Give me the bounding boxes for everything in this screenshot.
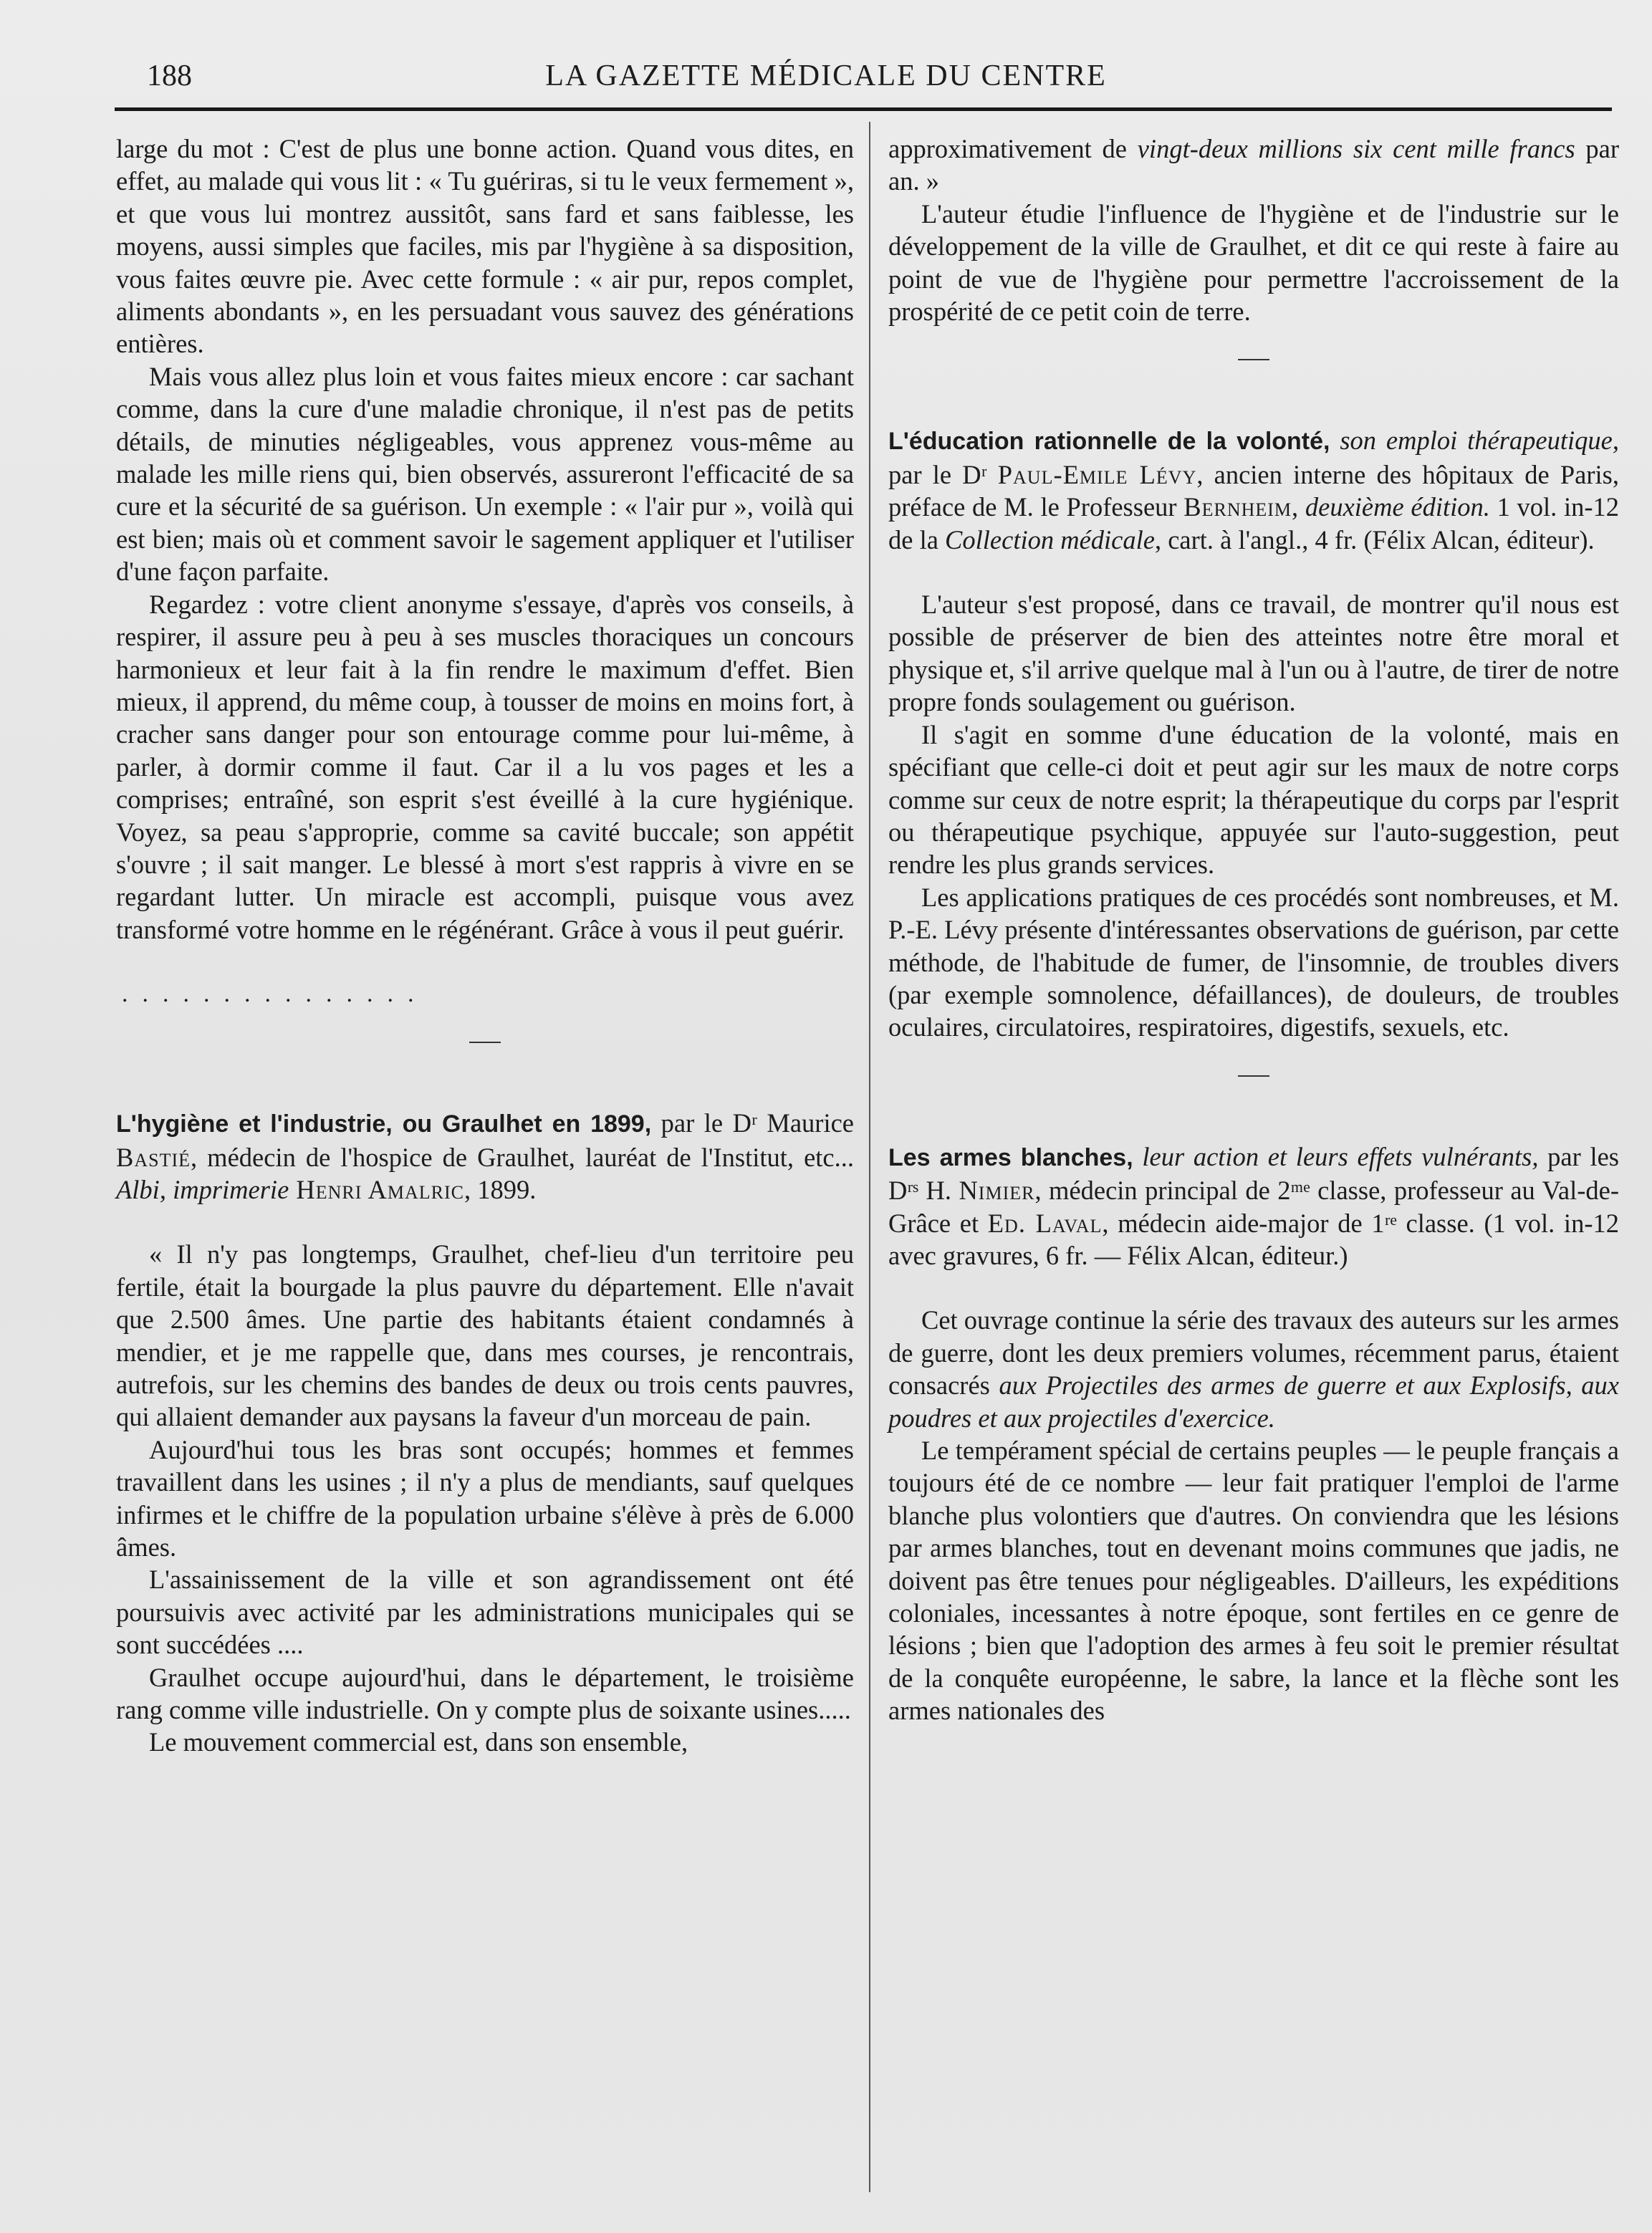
review-title: Les armes blanches, [888,1143,1133,1171]
italic-run: vingt-deux millions six cent mille francs [1137,134,1575,163]
review-year: , 1899. [464,1174,537,1204]
running-header [0,57,1652,100]
review-collection: Collection médicale [945,524,1155,554]
paragraph: large du mot : C'est de plus une bonne action. Quand vous dites, en effet, au malade qui vous lit : « Tu guériras, si tu le veux fermement », et que vous lui montrez aussitôt, sans fard et sans faiblesse, les moyens, aussi simples que faciles, mis par l'hygiène à sa disposition, vous faites œuvre pie. Avec cette formule : « air pur, repos complet, aliments abondants », en les persuadant vous sauvez des générations entières. [116,134,854,359]
text-run: , [1292,492,1305,522]
review-byline: par le Dʳ Maurice [651,1108,855,1138]
paragraph: Le tempérament spécial de certains peuples — le peuple français a toujours été de ce nombre — leur fait pratiquer l'emploi de l'arme blanche plus volontiers que d'autres. On conviendra que les lésions par armes blanches, tout en devenant moins communes que jadis, ne doivent pas être tenues pour négligeables. D'ailleurs, les expéditions coloniales, incessantes à notre époque, sont fertiles en ce genre de lésions ; bien que l'adoption des armes à feu soit le premier résultat de la conquête européenne, le sabre, la lance et la flèche sont les armes nationales des [888,1436,1619,1726]
review-byline: par le Dʳ [888,459,998,489]
section-separator [1238,1075,1269,1077]
text-run: par an. » [888,134,1619,196]
paragraph: Regardez : votre client anonyme s'essaye, d'après vos conseils, à respirer, il assure peu à peu à ses muscles thoraciques un concours harmonieux et leur fait à la fin rendre le maximum d'effet. Bien mieux, il apprend, du même coup, à tousser de moins en moins fort, à cracher sans danger pour son entourage comme pour lui-même, à parler, à dormir comme il faut. Car il a lu vos pages et les a comprises; entraîné, son esprit s'est éveillé à la cure hygiénique. Voyez, sa peau s'approprie, comme sa cavité buccale; son appétit s'ouvre ; il sait manger. Le blessé à mort s'est rappris à vivre en se regardant lutter. Un miracle est accompli, puisque vous avez transformé votre homme en le régénérant. Grâce à vous il peut guérir. [116,589,854,944]
left-column [116,133,854,1759]
review-author: Nimier [959,1176,1035,1206]
journal-title: LA GAZETTE MÉDICALE DU CENTRE [545,59,1107,92]
review-subtitle: son emploi thérapeutique, [1330,426,1619,456]
quote-paragraph: « Il n'y pas longtemps, Graulhet, chef-lieu d'un territoire peu fertile, était la bourgade la plus pauvre du département. Elle n'avait que 2.500 âmes. Une partie des habitants étaient condamnés à mendier, et je me rappelle que, dans mes courses, je rencontrais, autrefois, sur les chemins des bandes de deux ou trois cents pauvres, qui allaient demander aux paysans la faveur d'un morceau de pain. [116,1239,854,1432]
review-author: Paul-Emile Lévy [997,459,1197,489]
spacer [888,556,1619,588]
text-run: approximativement de [888,134,1138,163]
review-affiliation: , médecin principal de 2ᵐᵉ classe, professeur au Val-de-Grâce et [888,1176,1619,1238]
italic-run: aux Projectiles des armes de guerre et aux Explosifs, aux poudres et aux projectiles d'exercice. [888,1370,1619,1433]
section-separator [1238,359,1269,360]
review-author: Bastié [116,1142,191,1172]
column-divider [869,122,870,2192]
paragraph: Mais vous allez plus loin et vous faites mieux encore : car sachant comme, dans la cure d'une maladie chronique, il n'est pas de petits détails, de minuties négligeables, vous apprenez vous-même au malade les mille riens qui, bien observés, assureront l'efficacité de sa cure et la sécurité de sa guérison. Un exemple : « l'air pur », voilà qui est bien; mais où et comment savoir le sagement appliquer et l'utiliser d'une façon parfaite. [116,361,854,587]
review-heading-armes [888,1140,1619,1272]
review-affiliation: , ancien interne des hôpitaux de Paris, préface de M. le Professeur [888,459,1619,522]
review-heading-graulhet [116,1107,854,1206]
section-separator [469,1042,501,1043]
review-preface-author: Bernheim [1183,492,1292,522]
right-column [888,133,1619,1727]
quote-paragraph: Le mouvement commercial est, dans son ensemble, [149,1727,688,1757]
spacer [116,1075,854,1107]
text-run: 1 vol. in-12 de la [888,492,1620,554]
spacer [116,946,854,978]
ellipsis-line: ............... [122,981,428,1008]
quote-paragraph: Graulhet occupe aujourd'hui, dans le département, le troisième rang comme ville industrielle. On y compte plus de soixante usines..... [116,1662,854,1725]
review-author: Ed. Laval [987,1208,1103,1238]
review-byline: par les Dʳˢ H. [888,1141,1619,1206]
review-title: L'éducation rationnelle de la volonté, [888,428,1330,456]
header-rule [115,107,1612,111]
page-number: 188 [147,59,192,92]
paragraph: L'auteur s'est proposé, dans ce travail, de montrer qu'il nous est possible de préserver de bien des atteintes notre être moral et physique et, s'il arrive quelque mal à l'un ou à l'autre, de tirer de notre propre fonds soulagement ou guérison. [888,590,1619,717]
review-affiliation: , médecin de l'hospice de Graulhet, lauréat de l'Institut, etc... [191,1142,854,1172]
text-run: Cet ouvrage continue la série des travaux des auteurs sur les armes de guerre, dont les deux premiers volumes, récemment parus, étaient consacrés [888,1305,1620,1401]
quote-continuation [888,133,1619,198]
spacer [888,1272,1619,1304]
review-subtitle: leur action et leurs effets vulnérants, [1133,1141,1539,1171]
review-heading-volonte [888,424,1619,556]
review-place: Albi, imprimerie [116,1174,289,1204]
spacer [888,1108,1619,1140]
quote-paragraph: Aujourd'hui tous les bras sont occupés; hommes et femmes travaillent dans les usines ; il n'y a plus de mendiants, sauf quelques infirmes et le chiffre de la population urbaine s'élève à près de 6.000 âmes. [116,1434,854,1562]
spacer [888,392,1619,424]
review-title: L'hygiène et l'industrie, ou Graulhet en 1899, [116,1110,652,1138]
quote-paragraph: L'assainissement de la ville et son agrandissement ont été poursuivis avec activité par les administrations municipales qui se sont succédées .... [116,1565,854,1660]
paragraph [888,1304,1619,1434]
review-printer: Henri Amalric [289,1174,465,1204]
review-publisher: , cart. à l'angl., 4 fr. (Félix Alcan, éditeur). [1154,524,1595,554]
paragraph: Il s'agit en somme d'une éducation de la volonté, mais en spécifiant que celle-ci doit et peut agir sur les maux de notre corps comme sur ceux de notre esprit; la thérapeutique du corps par l'esprit ou thérapeutique psychique, appuyée sur l'auto-suggestion, peut rendre les plus grands services. [888,719,1619,880]
paragraph: L'auteur étudie l'influence de l'hygiène et de l'industrie sur le développement de la ville de Graulhet, et dit ce qui reste à faire au point de vue de l'hygiène pour permettre l'accroissement de la prospérité de ce petit coin de terre. [888,198,1619,327]
paragraph: Les applications pratiques de ces procédés sont nombreuses, et M. P.-E. Lévy présente d'intéressantes observations de guérison, par cette méthode, de l'habitude de fumer, de l'insomnie, de troubles divers (par exemple somnolence, défaillances), de douleurs, de troubles oculaires, circulatoires, respiratoires, digestifs, sexuels, etc. [888,882,1619,1042]
review-publisher: , médecin aide-major de 1ʳᵉ classe. (1 vol. in-12 avec gravures, 6 fr. — Félix Alcan, éditeur.) [888,1208,1619,1270]
review-edition: deuxième édition. [1305,492,1490,522]
spacer [116,1206,854,1238]
